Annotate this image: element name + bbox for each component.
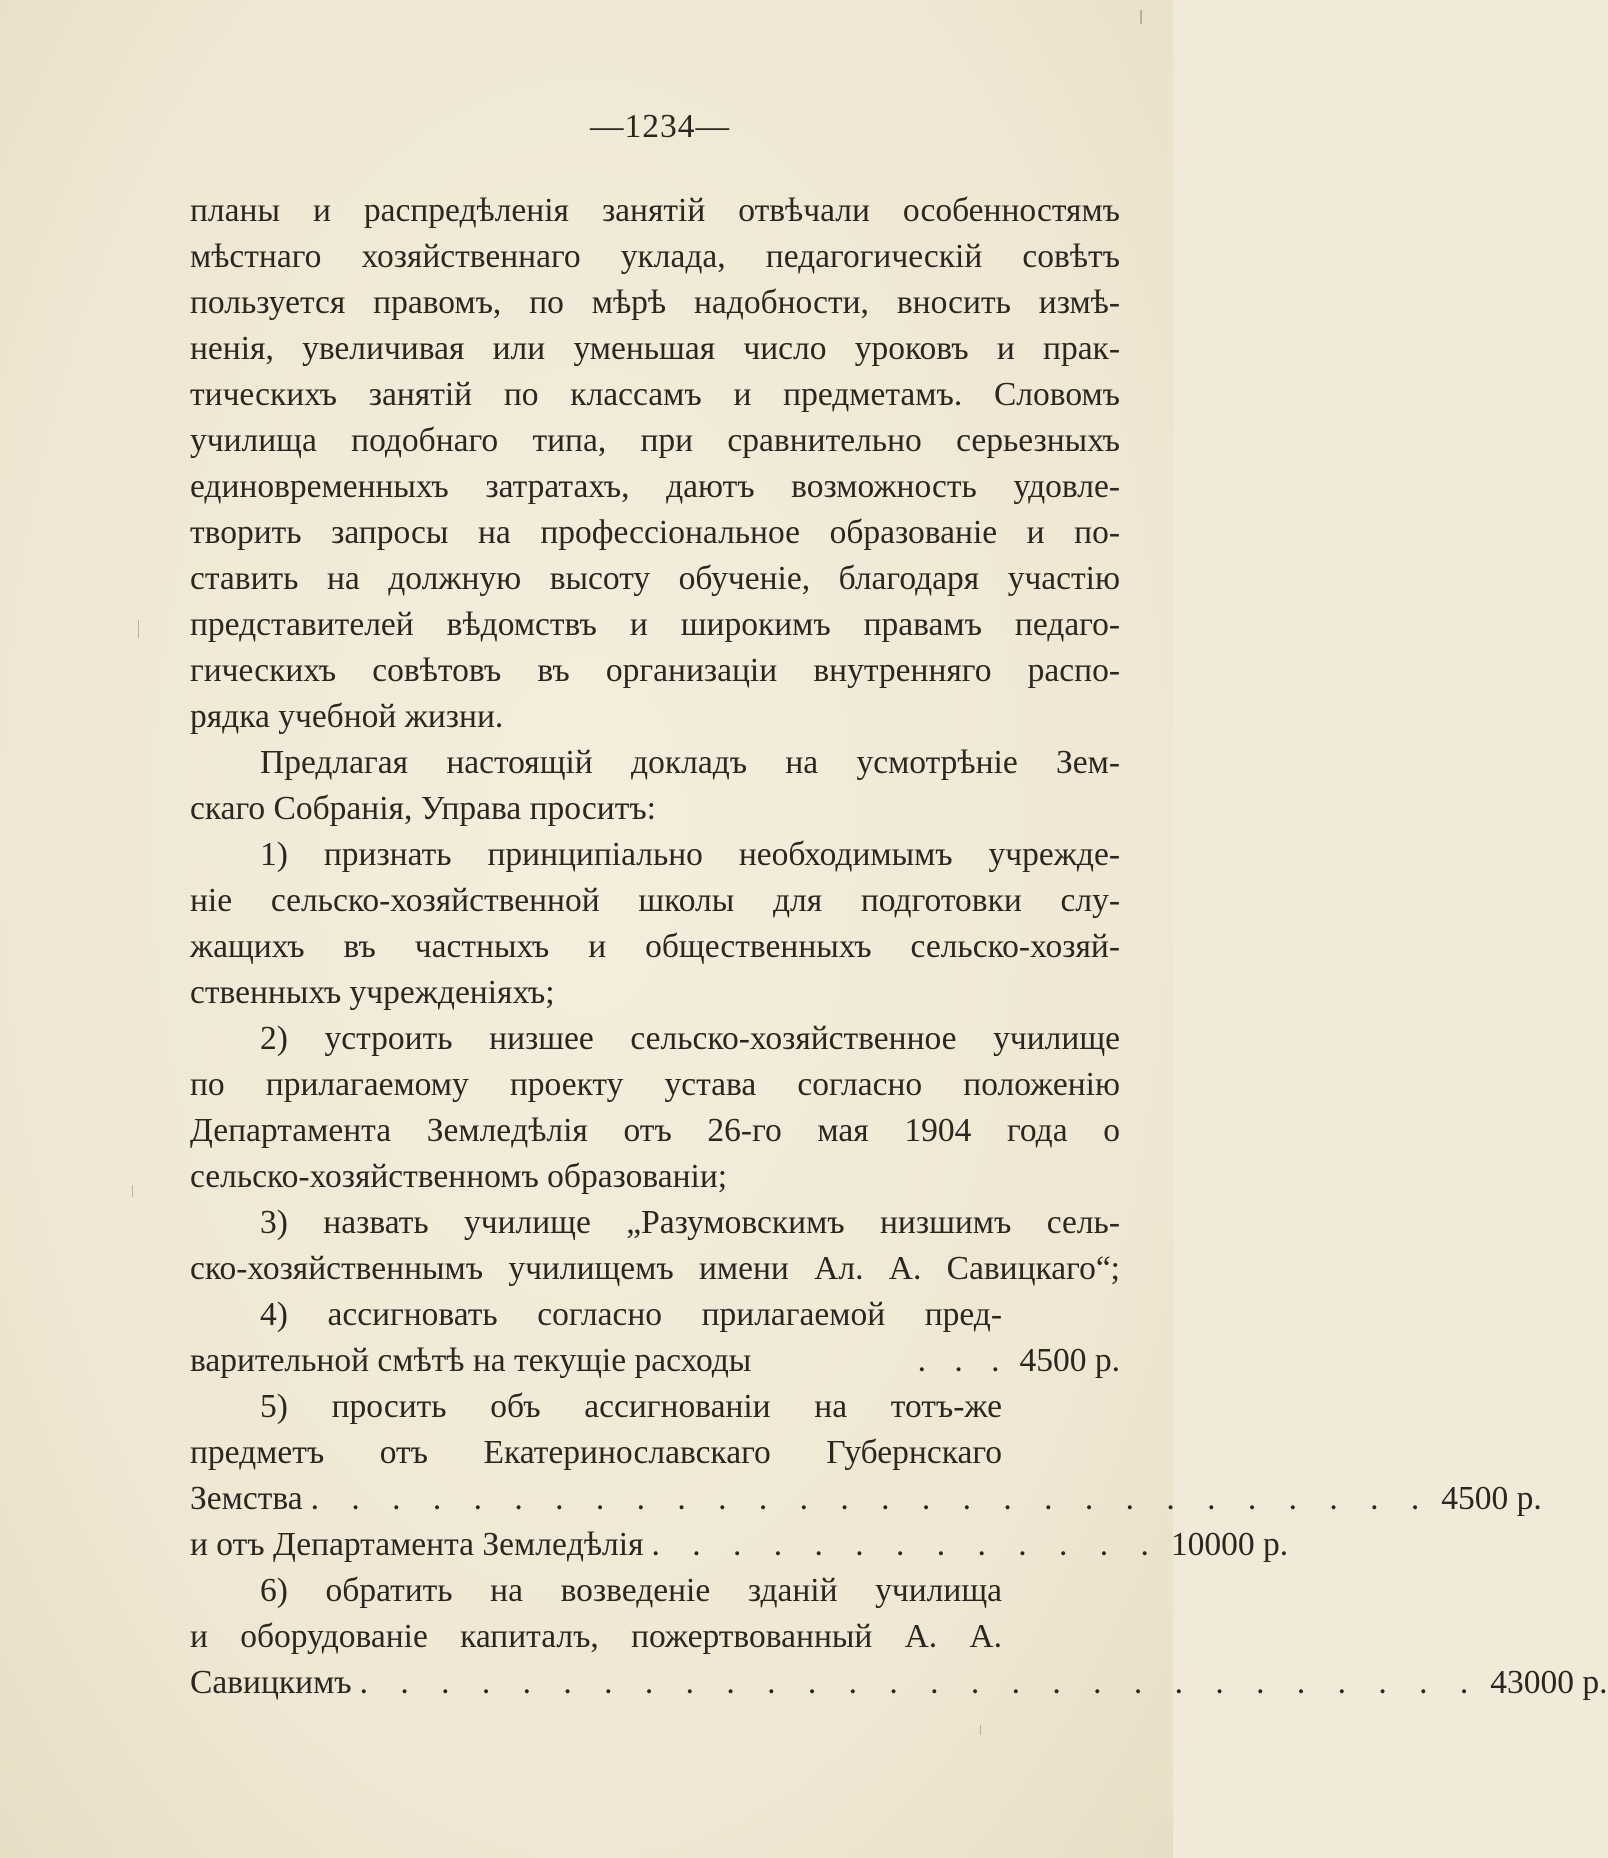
amount-row (190, 1476, 1542, 1522)
text-line: мѣстнаго хозяйственнаго уклада, педагогическій совѣтъ (190, 238, 1120, 275)
amount-value: 4500 р. (1441, 1480, 1542, 1517)
leader-dots: . . . (917, 1342, 1010, 1379)
amount-label: Савицкимъ (190, 1664, 352, 1701)
paper-speck (132, 1185, 133, 1197)
amount-value: 10000 р. (1170, 1526, 1289, 1563)
paragraph-start: Предлагая настоящій докладъ на усмотрѣніе Зем- (260, 744, 1120, 781)
paper-speck (1140, 10, 1142, 24)
leader-dots: . . . . . . . . . . . . . . . . . . . . . . . . . . . . (359, 1664, 1481, 1701)
amount-label: и отъ Департамента Землeдѣлія (190, 1526, 644, 1563)
text-line: жащихъ въ частныхъ и общественныхъ сельско-хозяй- (190, 928, 1120, 965)
amount-label: Земства (190, 1480, 303, 1517)
text-line: гическихъ совѣтовъ въ организаціи внутренняго распо- (190, 652, 1120, 689)
amount-value: 43000 р. (1490, 1664, 1608, 1701)
amount-row (190, 1338, 1120, 1384)
leader-dots: . . . . . . . . . . . . . (651, 1526, 1161, 1563)
text-line: по прилагаемому проекту устава согласно положенію (190, 1066, 1120, 1103)
amount-label: варительной смѣтѣ на текущіе расходы (190, 1342, 752, 1379)
page-text (190, 103, 1608, 1706)
text-line: планы и распредѣленія занятій отвѣчали особенностямъ (190, 192, 1120, 229)
text-line: рядка учебной жизни. (190, 698, 504, 735)
paper-speck (980, 1725, 981, 1735)
amount-row (190, 1660, 1608, 1706)
text-line: училища подобнаго типа, при сравнительно серьезныхъ (190, 422, 1120, 459)
amount-row (190, 1522, 1289, 1568)
text-line: пользуется правомъ, по мѣрѣ надобности, вносить измѣ- (190, 284, 1120, 321)
text-line: и оборудованіе капиталъ, пожертвованный А. А. (190, 1618, 1002, 1655)
text-line: единовременныхъ затратахъ, даютъ возможность удовле- (190, 468, 1120, 505)
text-line: тическихъ занятій по классамъ и предметамъ. Словомъ (190, 376, 1120, 413)
leader-dots: . . . . . . . . . . . . . . . . . . . . . . . . . . . . (310, 1480, 1432, 1517)
text-line: ставить на должную высоту обученіе, благодаря участію (190, 560, 1120, 597)
list-item-5: 5) просить объ ассигнованіи на тотъ-же (260, 1388, 1002, 1425)
text-line: сельско-хозяйственномъ образованіи; (190, 1158, 728, 1195)
text-line: ско-хозяйственнымъ училищемъ имени Ал. А. Савицкаго“; (190, 1250, 1120, 1287)
list-item-3: 3) назвать училище „Разумовскимъ низшимъ сель- (260, 1204, 1120, 1241)
list-item-6: 6) обратить на возведеніе зданій училища (260, 1572, 1002, 1609)
text-line: скаго Собранія, Управа проситъ: (190, 790, 656, 827)
text-line: ственныхъ учрежденіяхъ; (190, 974, 555, 1011)
text-line: предметъ отъ Екатеринославскаго Губернскаго (190, 1434, 1002, 1471)
list-item-2: 2) устроить низшее сельско-хозяйственное училище (260, 1020, 1120, 1057)
text-line: ненія, увеличивая или уменьшая число уроковъ и прак- (190, 330, 1120, 367)
text-line: Департамента Землeдѣлія отъ 26-го мая 1904 года о (190, 1112, 1120, 1149)
paper-speck (138, 620, 139, 638)
text-line: творить запросы на профессіональное образованіе и по- (190, 514, 1120, 551)
text-line: ніе сельско-хозяйственной школы для подготовки слу- (190, 882, 1120, 919)
page-number: —1234— (590, 108, 730, 145)
list-item-4: 4) ассигновать согласно прилагаемой пред- (260, 1296, 1002, 1333)
amount-value: 4500 р. (1019, 1342, 1120, 1379)
text-line: представителей вѣдомствъ и широкимъ правамъ педаго- (190, 606, 1120, 643)
list-item-1: 1) признать принципіально необходимымъ учрежде- (260, 836, 1120, 873)
